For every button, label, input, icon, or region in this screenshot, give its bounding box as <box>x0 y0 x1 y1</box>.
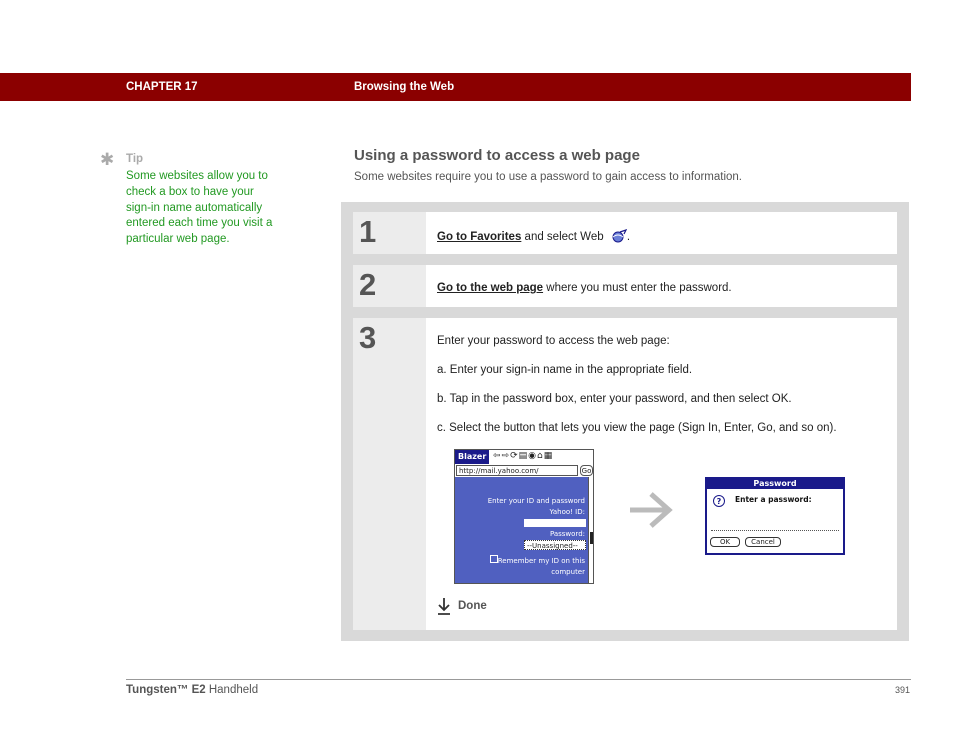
step-1-text <box>437 229 630 243</box>
product-suffix: Handheld <box>205 684 259 696</box>
web-browser-icon <box>611 229 627 243</box>
step-3-item-a: a. Enter your sign-in name in the appropriate field. <box>437 364 693 376</box>
steps-panel <box>341 202 909 641</box>
dialog-title: Password <box>707 479 843 489</box>
browser-screenshot <box>454 449 594 584</box>
password-entry-line <box>711 530 839 531</box>
step-3 <box>353 318 897 630</box>
page-number: 391 <box>894 685 910 695</box>
url-field: http://mail.yahoo.com/ <box>456 465 578 476</box>
product-name: Tungsten™ E2 <box>126 684 206 696</box>
step-number-column <box>353 318 426 630</box>
step-2-text <box>437 282 732 294</box>
done-label: Done <box>458 600 487 612</box>
step-3-item-b: b. Tap in the password box, enter your password, and then select OK. <box>437 393 792 405</box>
go-button: Go <box>581 467 592 475</box>
go-to-favorites-link[interactable]: Go to Favorites <box>437 231 522 243</box>
ok-button: OK <box>710 537 740 547</box>
step-2 <box>353 265 897 307</box>
go-to-web-page-link[interactable]: Go to the web page <box>437 282 544 294</box>
asterisk-icon: ✱ <box>100 150 115 169</box>
down-arrow-icon <box>437 597 451 615</box>
right-arrow-icon <box>627 490 677 530</box>
remember-label-line2: computer <box>551 568 585 576</box>
question-icon: ? <box>713 495 725 507</box>
browser-toolbar <box>455 450 593 464</box>
scrollbar <box>588 477 593 583</box>
password-label: Password: <box>549 530 585 538</box>
step-number: 2 <box>359 267 377 302</box>
browser-page-body <box>455 477 588 583</box>
chapter-header-bar <box>0 73 911 101</box>
step-1 <box>353 212 897 254</box>
step-number-column <box>353 265 426 307</box>
step-number-column <box>353 212 426 254</box>
app-name: Blazer <box>455 450 489 464</box>
page-subtitle: Some websites require you to use a password to gain access to information. <box>354 171 743 183</box>
chapter-label: CHAPTER 17 <box>126 81 198 93</box>
toolbar-icons: ⇦⇨⟳▤◉⌂▦ <box>493 451 554 461</box>
step-3-item-c: c. Select the button that lets you view the page (Sign In, Enter, Go, and so on). <box>437 422 837 434</box>
yahoo-id-field <box>524 519 586 527</box>
tip-label: Tip <box>126 153 144 165</box>
step-1-text-after: and select Web <box>521 231 604 243</box>
yahoo-id-label: Yahoo! ID: <box>549 508 585 516</box>
password-dialog-screenshot <box>705 477 845 555</box>
step-1-period: . <box>626 231 631 243</box>
step-2-text-after: where you must enter the password. <box>543 282 732 294</box>
cancel-button: Cancel <box>745 537 781 547</box>
section-title: Browsing the Web <box>354 81 455 93</box>
password-dropdown: --Unassigned-- <box>524 540 586 550</box>
step-3-intro: Enter your password to access the web page: <box>437 335 670 347</box>
page-title: Using a password to access a web page <box>354 147 640 164</box>
footer-product <box>126 684 258 696</box>
tip-text: Some websites allow you to check a box to have your sign-in name automatically entered each time you visit a particular web page. <box>126 170 273 246</box>
scrollbar-thumb <box>590 532 593 544</box>
step-number: 3 <box>359 320 377 355</box>
step-number: 1 <box>359 214 377 249</box>
dialog-prompt: Enter a password: <box>735 495 812 504</box>
footer-divider <box>126 679 911 680</box>
remember-label: Remember my ID on this <box>497 557 585 565</box>
login-prompt: Enter your ID and password <box>487 497 585 505</box>
